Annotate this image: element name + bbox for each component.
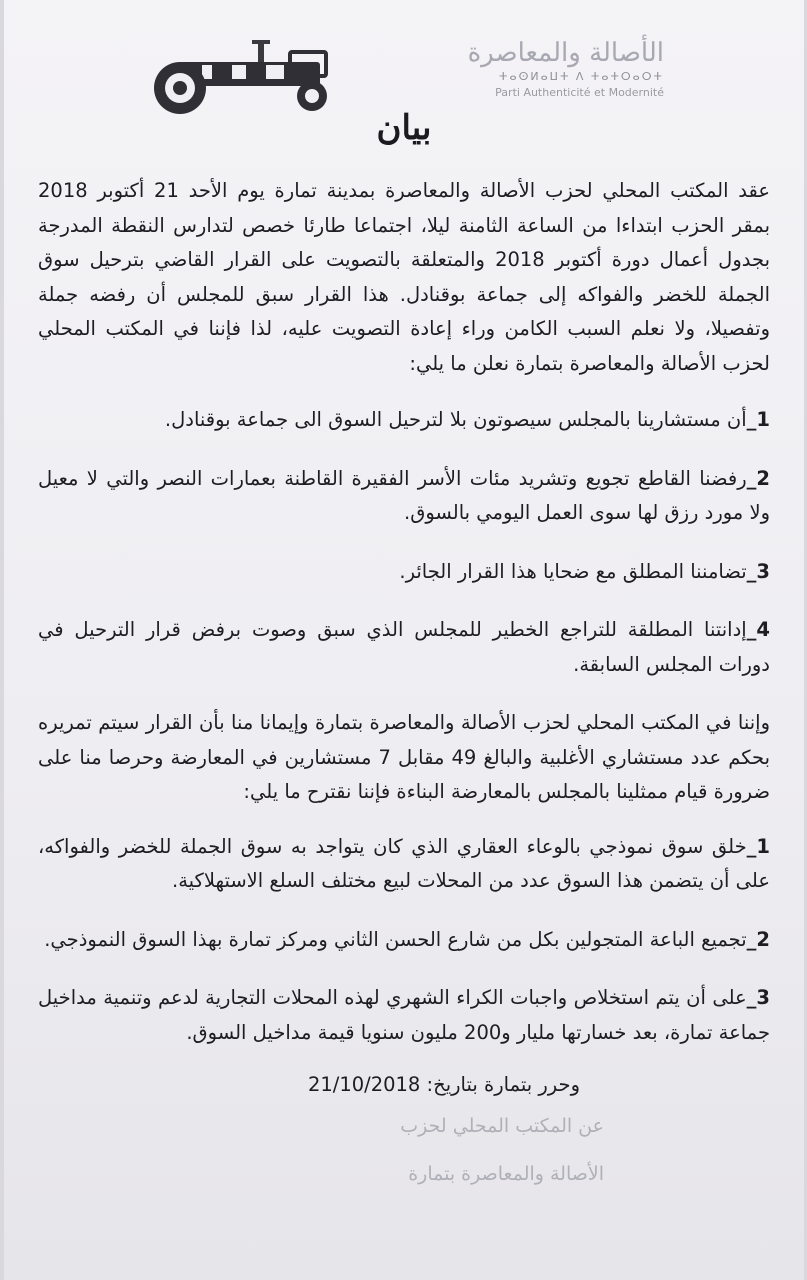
- list-item: [38, 923, 770, 958]
- party-name-arabic: الأصالة والمعاصرة: [467, 38, 664, 68]
- item-number: 4_: [746, 618, 770, 641]
- item-text: تجميع الباعة المتجولين بكل من شارع الحسن الثاني ومركز تمارة بهذا السوق النموذجي.: [44, 927, 747, 951]
- list-item: [38, 613, 770, 682]
- item-text: خلق سوق نموذجي بالوعاء العقاري الذي كان يتواجد به سوق الجملة للخضر والفواكه، على أن يتضمن هذا السوق عدد من المحلات لبيع مختلف السلع الاستهلاكية.: [38, 834, 770, 892]
- item-text: على أن يتم استخلاص واجبات الكراء الشهري لهذه المحلات التجارية لدعم وتنمية مداخيل جماعة تمارة، بعد خسارتها مليار و200 مليون سنويا قيمة مداخيل السوق.: [38, 986, 770, 1044]
- party-logo-text: [364, 38, 664, 99]
- item-text: تضامننا المطلق مع ضحايا هذا القرار الجائر.: [399, 559, 747, 583]
- item-number: 3_: [746, 986, 770, 1009]
- list-item: [38, 403, 770, 438]
- proposals-list: [38, 830, 770, 1051]
- item-text: رفضنا القاطع تجويع وتشريد مئات الأسر الفقيرة القاطنة بعمارات النصر والتي لا معيل ولا مورد رزق لها سوى العمل اليومي بالسوق.: [38, 466, 770, 524]
- intro-paragraph: عقد المكتب المحلي لحزب الأصالة والمعاصرة بمدينة تمارة يوم الأحد 21 أكتوبر 2018 بمقر الحزب ابتداءا من الساعة الثامنة ليلا، اجتماعا طارئا خصص لتدارس النقطة المدرجة بجدول أعمال دورة أكتوبر 2018 والمتعلقة بالتصويت على القرار القاضي بترحيل سوق الجملة للخضر والفواكه إلى جماعة بوقنادل. هذا القرار سبق للمجلس أن رفضه جملة وتفصيلا، ولا نعلم السبب الكامن وراء إعادة التصويت عليه، لذا فإننا في المكتب المحلي لحزب الأصالة والمعاصرة بتمارة نعلن ما يلي:: [38, 179, 770, 375]
- list-item: [38, 981, 770, 1050]
- date-line: وحرر بتمارة بتاريخ: 21/10/2018: [307, 1073, 580, 1096]
- signature-line-2: الأصالة والمعاصرة بتمارة: [408, 1163, 604, 1185]
- list-item: [38, 830, 770, 899]
- item-number: 1_: [746, 408, 770, 431]
- list-item: [38, 462, 770, 531]
- list-item: [38, 555, 770, 590]
- item-number: 3_: [746, 559, 770, 583]
- item-text: إدانتنا المطلقة للتراجع الخطير للمجلس الذي سبق وصوت برفض قرار الترحيل في دورات المجلس السابقة.: [38, 618, 770, 676]
- transition-paragraph: وإننا في المكتب المحلي لحزب الأصالة والمعاصرة بتمارة وإيمانا منا بأن القرار سيتم تمريره بحكم عدد مستشاري الأغلبية والبالغ 49 مقابل 7 مستشارين في المعارضة وحرصا منا على ضرورة قيام ممثلينا بالمجلس بالمعارضة البناءة فإننا نقترح ما يلي:: [38, 711, 771, 803]
- party-name-tifinagh: ⵜⴰⵙⵍⴰⵡⵜ ⴷ ⵜⴰⵜⵔⴰⵔⵜ: [499, 70, 664, 83]
- party-name-french: Parti Authenticité et Modernité: [495, 86, 664, 99]
- document-title: بيان: [376, 108, 432, 148]
- statement-page: [4, 0, 804, 1280]
- signature-block: [244, 1102, 604, 1198]
- document-body: [38, 174, 770, 1123]
- tractor-icon: [140, 34, 340, 116]
- declarations-list: [38, 403, 770, 682]
- item-number: 2_: [746, 466, 770, 490]
- item-number: 2_: [746, 927, 770, 951]
- item-text: أن مستشارينا بالمجلس سيصوتون بلا لترحيل السوق الى جماعة بوقنادل.: [164, 408, 747, 431]
- item-number: 1_: [746, 834, 770, 858]
- letterhead: [4, 20, 804, 110]
- signature-line-1: عن المكتب المحلي لحزب: [400, 1115, 604, 1137]
